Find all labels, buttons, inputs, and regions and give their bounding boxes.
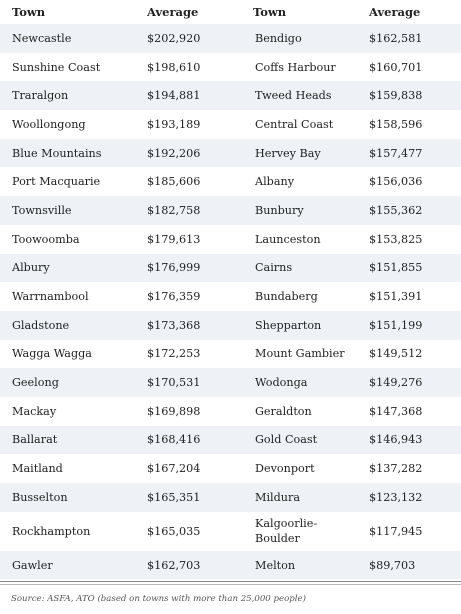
town-cell: Ballarat [0, 426, 131, 455]
table-row [0, 483, 461, 512]
average-cell-2: $151,199 [353, 311, 461, 340]
header-average-2: Average [353, 0, 461, 24]
town-cell-2: Hervey Bay [241, 139, 353, 168]
town-cell: Mackay [0, 397, 131, 426]
town-cell: Newcastle [0, 24, 131, 53]
town-cell: Rockhampton [0, 512, 131, 551]
average-cell-2: $157,477 [353, 139, 461, 168]
header-town: Town [0, 0, 131, 24]
table-row [0, 225, 461, 254]
town-cell: Wagga Wagga [0, 340, 131, 369]
table-row [0, 254, 461, 283]
town-cell-2: Kalgoorlie-Boulder [241, 512, 353, 551]
average-cell: $192,206 [131, 139, 241, 168]
average-cell: $167,204 [131, 454, 241, 483]
average-cell: $194,881 [131, 81, 241, 110]
average-cell-2: $155,362 [353, 196, 461, 225]
town-cell-2: Gold Coast [241, 426, 353, 455]
table-row [0, 454, 461, 483]
table-row [0, 196, 461, 225]
average-cell-2: $153,825 [353, 225, 461, 254]
town-cell-2: Albany [241, 167, 353, 196]
town-cell-2: Wodonga [241, 368, 353, 397]
source-note: Source: ASFA, ATO (based on towns with more than 25,000 people) [11, 594, 306, 605]
average-cell: $170,531 [131, 368, 241, 397]
average-cell: $172,253 [131, 340, 241, 369]
average-cell: $185,606 [131, 167, 241, 196]
table-row [0, 53, 461, 82]
town-cell-2: Devonport [241, 454, 353, 483]
town-cell-2: Bunbury [241, 196, 353, 225]
divider-line [0, 581, 461, 582]
town-cell-2: Coffs Harbour [241, 53, 353, 82]
town-cell-2: Cairns [241, 254, 353, 283]
average-cell-2: $160,701 [353, 53, 461, 82]
town-cell: Albury [0, 254, 131, 283]
town-cell: Sunshine Coast [0, 53, 131, 82]
table-row [0, 24, 461, 53]
table-row [0, 426, 461, 455]
average-cell-2: $117,945 [353, 512, 461, 551]
town-cell-2: Launceston [241, 225, 353, 254]
header-town-2: Town [241, 0, 353, 24]
header-row [0, 0, 461, 24]
average-cell: $182,758 [131, 196, 241, 225]
table-row [0, 551, 461, 580]
town-cell-2: Tweed Heads [241, 81, 353, 110]
average-cell: $173,368 [131, 311, 241, 340]
town-cell-2: Mildura [241, 483, 353, 512]
table-row [0, 397, 461, 426]
table-row [0, 512, 461, 551]
average-cell-2: $146,943 [353, 426, 461, 455]
average-cell: $202,920 [131, 24, 241, 53]
average-cell: $176,359 [131, 282, 241, 311]
town-cell: Traralgon [0, 81, 131, 110]
average-cell: $168,416 [131, 426, 241, 455]
table-row [0, 139, 461, 168]
table-row [0, 167, 461, 196]
average-cell-2: $156,036 [353, 167, 461, 196]
average-cell: $198,610 [131, 53, 241, 82]
average-cell: $165,035 [131, 512, 241, 551]
table-body [0, 24, 461, 579]
table-row [0, 110, 461, 139]
town-cell: Geelong [0, 368, 131, 397]
average-cell-2: $147,368 [353, 397, 461, 426]
town-cell-2: Shepparton [241, 311, 353, 340]
town-cell-2: Melton [241, 551, 353, 580]
town-cell-2: Bendigo [241, 24, 353, 53]
average-cell: $165,351 [131, 483, 241, 512]
town-cell: Townsville [0, 196, 131, 225]
table-row [0, 368, 461, 397]
average-cell-2: $149,512 [353, 340, 461, 369]
town-cell-2: Bundaberg [241, 282, 353, 311]
average-cell-2: $137,282 [353, 454, 461, 483]
table-row [0, 311, 461, 340]
town-cell: Blue Mountains [0, 139, 131, 168]
town-cell: Gladstone [0, 311, 131, 340]
table-row [0, 81, 461, 110]
town-cell: Gawler [0, 551, 131, 580]
average-cell-2: $158,596 [353, 110, 461, 139]
average-cell-2: $159,838 [353, 81, 461, 110]
town-cell: Toowoomba [0, 225, 131, 254]
average-cell: $162,703 [131, 551, 241, 580]
table-row [0, 340, 461, 369]
header-average: Average [131, 0, 241, 24]
average-cell-2: $149,276 [353, 368, 461, 397]
average-cell-2: $162,581 [353, 24, 461, 53]
table-header [0, 0, 461, 24]
town-cell: Busselton [0, 483, 131, 512]
town-cell: Woollongong [0, 110, 131, 139]
town-cell-2: Geraldton [241, 397, 353, 426]
town-cell-2: Mount Gambier [241, 340, 353, 369]
average-cell-2: $123,132 [353, 483, 461, 512]
town-cell-2: Central Coast [241, 110, 353, 139]
average-cell-2: $151,855 [353, 254, 461, 283]
average-cell-2: $89,703 [353, 551, 461, 580]
town-cell: Maitland [0, 454, 131, 483]
average-cell: $176,999 [131, 254, 241, 283]
table-row [0, 282, 461, 311]
average-cell: $179,613 [131, 225, 241, 254]
average-cell-2: $151,391 [353, 282, 461, 311]
town-cell: Warrnambool [0, 282, 131, 311]
average-cell: $193,189 [131, 110, 241, 139]
average-cell: $169,898 [131, 397, 241, 426]
town-cell: Port Macquarie [0, 167, 131, 196]
